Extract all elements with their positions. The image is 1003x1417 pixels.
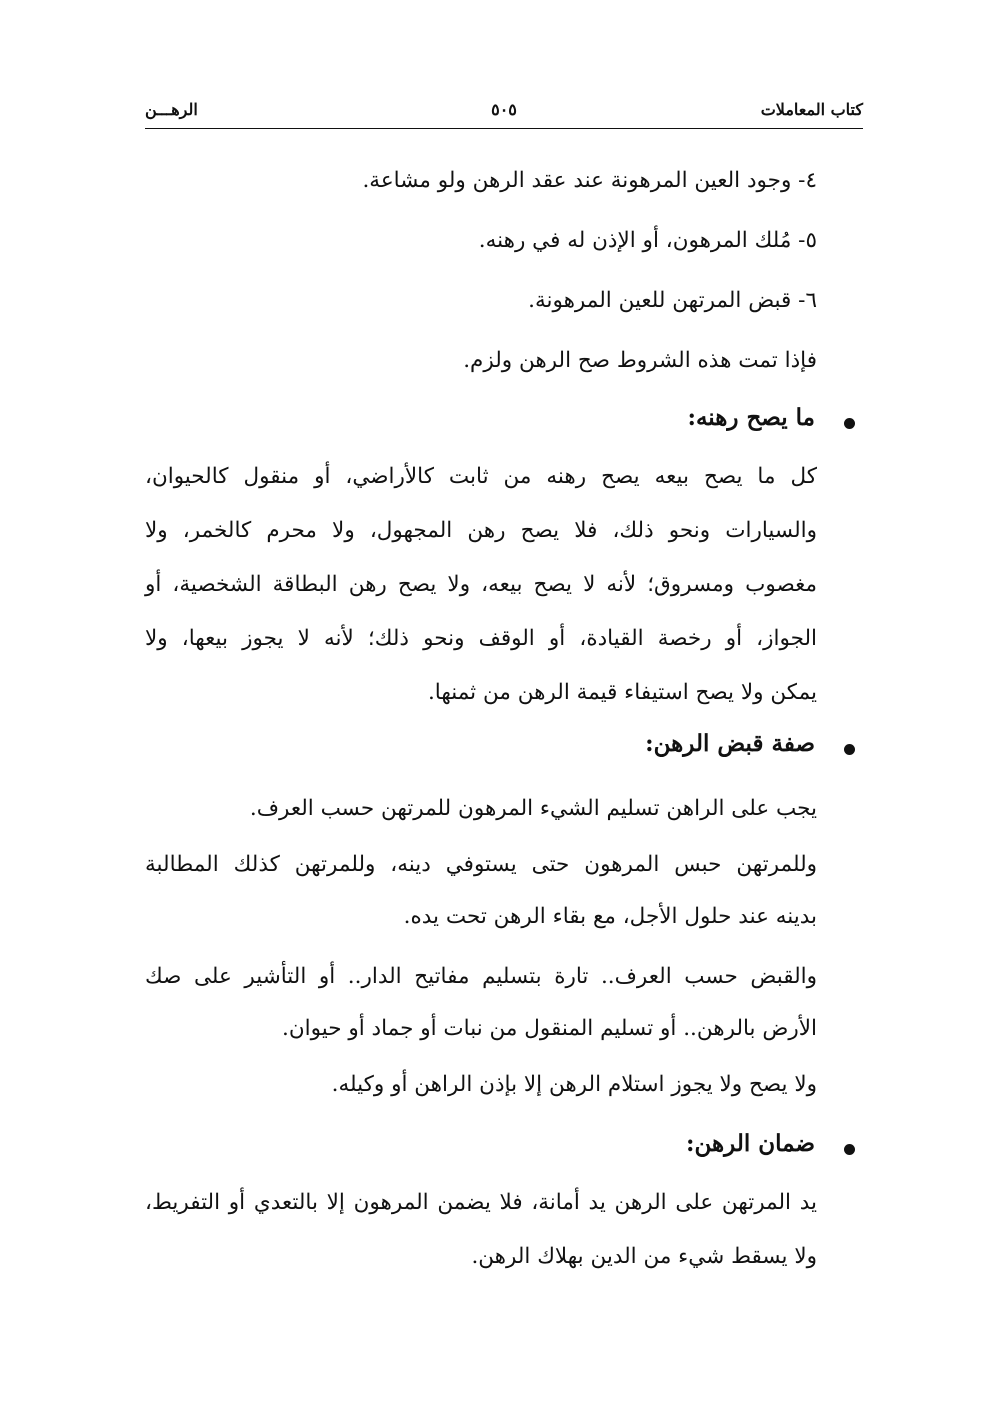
book-title: كتاب المعاملات: [760, 100, 863, 119]
paragraph-line: بدينه عند حلول الأجل، مع بقاء الرهن تحت يده.: [403, 904, 817, 929]
running-header: [145, 100, 863, 124]
paragraph-line: يد المرتهن على الرهن يد أمانة، فلا يضمن المرهون إلا بالتعدي أو التفريط،: [145, 1190, 817, 1215]
bullet-icon: [844, 418, 855, 429]
paragraph-line: مغصوب ومسروق؛ لأنه لا يصح بيعه، ولا يصح رهن البطاقة الشخصية، أو: [145, 572, 817, 597]
paragraph-line: يمكن ولا يصح استيفاء قيمة الرهن من ثمنها.: [427, 680, 817, 705]
list-item: ٤- وجود العين المرهونة عند عقد الرهن ولو مشاعة.: [362, 168, 817, 193]
paragraph-line: ولا يسقط شيء من الدين بهلاك الرهن.: [471, 1244, 817, 1269]
section-heading: ضمان الرهن:: [686, 1130, 815, 1157]
chapter-title: الرهـــن: [145, 100, 198, 119]
section-heading: صفة قبض الرهن:: [645, 730, 815, 757]
section-heading: ما يصح رهنه:: [687, 404, 815, 431]
bullet-icon: [844, 744, 855, 755]
paragraph-line: الجواز، أو رخصة القيادة، أو الوقف ونحو ذلك؛ لأنه لا يجوز بيعها، ولا: [145, 626, 817, 651]
paragraph-line: الأرض بالرهن.. أو تسليم المنقول من نبات أو جماد أو حيوان.: [282, 1016, 817, 1041]
bullet-icon: [844, 1144, 855, 1155]
header-rule: [145, 128, 863, 129]
paragraph-line: كل ما يصح بيعه يصح رهنه من ثابت كالأراضي، أو منقول كالحيوان،: [145, 464, 817, 489]
list-item: ٥- مُلك المرهون، أو الإذن له في رهنه.: [478, 228, 817, 253]
page-number: ٥٠٥: [491, 100, 517, 119]
paragraph-line: والقبض حسب العرف.. تارة بتسليم مفاتيح الدار.. أو التأشير على صك: [145, 964, 817, 989]
conclusion-paragraph: فإذا تمت هذه الشروط صح الرهن ولزم.: [463, 348, 817, 373]
list-item: ٦- قبض المرتهن للعين المرهونة.: [528, 288, 817, 313]
paragraph-line: يجب على الراهن تسليم الشيء المرهون للمرتهن حسب العرف.: [249, 796, 817, 821]
paragraph-line: والسيارات ونحو ذلك، فلا يصح رهن المجهول، ولا محرم كالخمر، ولا: [145, 518, 817, 543]
paragraph-line: وللمرتهن حبس المرهون حتى يستوفي دينه، وللمرتهن كذلك المطالبة: [145, 852, 817, 877]
paragraph-line: ولا يصح ولا يجوز استلام الرهن إلا بإذن الراهن أو وكيله.: [331, 1072, 817, 1097]
